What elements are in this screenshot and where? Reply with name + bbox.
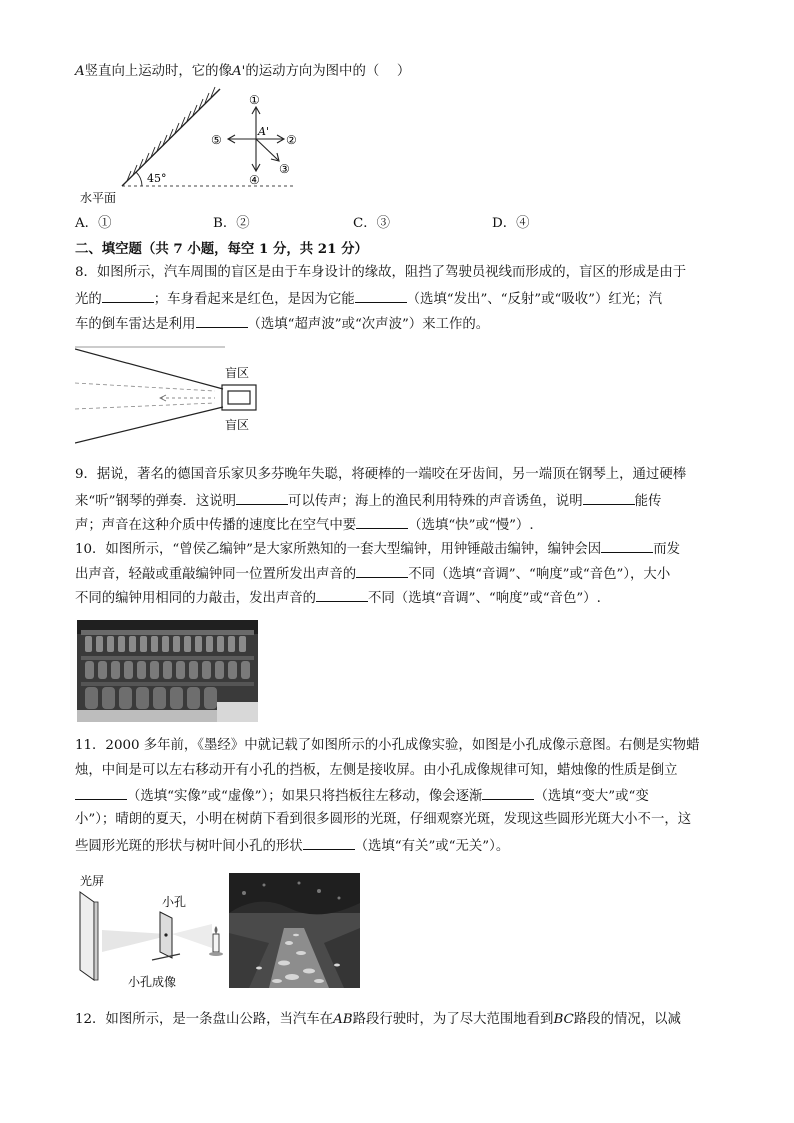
q7-stem: A竖直向上运动时，它的像A'的运动方向为图中的（ ） [75,64,411,79]
pinhole-diagram [72,872,232,990]
q9-line-1: 9．据说，著名的德国音乐家贝多芬晚年失聪，将硬棒的一端咬在牙齿间，另一端顶在钢琴上，通过硬棒 [75,467,687,482]
q10-line-3: 不同的编钟用相同的力敲击，发出声音的 不同（选填“音调”、“响度”或“音色”）. [75,586,601,610]
marker-3: ③ [279,162,290,176]
marker-5: ⑤ [211,133,222,147]
q10-line-2: 出声音，轻敲或重敲编钟同一位置所发出声音的 不同（选填“音调”、“响度”或“音色”），大小 [75,562,670,586]
marker-4: ④ [249,173,260,187]
marker-1: ① [249,93,260,107]
q10-line-1: 10．如图所示，“曾侯乙编钟”是大家所熟知的一套大型编钟，用钟锤敲击编钟，编钟会因 而发 [75,537,680,561]
q8-line-1: 8．如图所示，汽车周围的盲区是由于车身设计的缘故，阻挡了驾驶员视线而形成的，盲区的形成是由于 [75,265,687,280]
answer-blank[interactable] [356,562,408,578]
chime-bells-photo [77,620,258,722]
q9-line-3: 声；声音在这种介质中传播的速度比在空气中要 （选填“快”或“慢”）. [75,513,534,537]
q11-line-1: 11．2000 多年前，《墨经》中就记载了如图所示的小孔成像实验，如图是小孔成像示意图。右侧是实物蜡 [75,738,700,753]
answer-blank[interactable] [316,586,368,602]
q8-blind-zone-figure [75,345,265,448]
car-outline [222,385,256,410]
option-d[interactable]: D．④ [492,216,530,231]
tree-shadow-photo [229,873,360,988]
q8-line-2: 光的 ；车身看起来是红色，是因为它能 （选填“发出”、“反射”或“吸收”）红光；汽 [75,287,662,311]
q8-line-3: 车的倒车雷达是利用 （选填“超声波”或“次声波”）来工作的。 [75,312,489,336]
q11-line-2: 烛，中间是可以左右移动开有小孔的挡板，左侧是接收屏。由小孔成像规律可知，蜡烛像的性质是倒立 [75,763,678,778]
q11-line-3: （选填“实像”或“虚像”）；如果只将挡板往左移动，像会逐渐 （选填“变大”或“变 [75,784,649,808]
pinhole-label: 小孔 [162,895,187,909]
car-cabin [228,391,250,404]
answer-blank[interactable] [482,784,534,800]
q9-line-2: 来“听”钢琴的弹奏．这说明 可以传声；海上的渔民利用特殊的声音诱鱼，说明 能传 [75,489,661,513]
pinhole-caption: 小孔成像 [128,975,177,989]
blind-zone-label-top: 盲区 [225,366,250,380]
answer-blank[interactable] [355,287,407,303]
angle-arc [136,172,142,186]
answer-blank[interactable] [236,489,288,505]
answer-blank[interactable] [196,312,248,328]
light-screen [80,892,94,980]
answer-blank[interactable] [102,287,154,303]
option-a[interactable]: A．① [75,216,112,231]
mirror-surface [122,89,220,186]
mirror-hatching [127,87,215,181]
answer-blank[interactable] [75,784,127,800]
q12-line-1: 12．如图所示，是一条盘山公路，当汽车在AB路段行驶时，为了尽大范围地看到BC路段的情况，以减 [75,1012,681,1027]
answer-blank[interactable] [303,834,355,850]
q11-line-5: 些圆形光斑的形状与树叶间小孔的形状 （选填“有关”或“无关”）。 [75,834,509,858]
direction-arrows [228,107,284,171]
q7-mirror-figure [74,86,306,206]
answer-blank[interactable] [583,489,635,505]
blind-zone-label-bottom: 盲区 [225,418,250,432]
marker-2: ② [286,133,297,147]
section-heading: 二、填空题（共 7 小题，每空 1 分，共 21 分） [75,241,368,257]
angle-label: 45° [147,172,167,185]
screen-label: 光屏 [80,874,105,888]
option-b[interactable]: B．② [213,216,250,231]
answer-blank[interactable] [356,513,408,529]
candle [213,934,219,952]
q11-line-4: 小”）；晴朗的夏天，小明在树荫下看到很多圆形的光斑，仔细观察光斑，发现这些圆形光斑大小不一，这 [75,812,692,827]
pinhole [164,933,167,936]
answer-blank[interactable] [601,537,653,553]
option-c[interactable]: C．③ [353,216,391,231]
ground-label: 水平面 [80,191,117,205]
image-label: A' [258,125,269,138]
